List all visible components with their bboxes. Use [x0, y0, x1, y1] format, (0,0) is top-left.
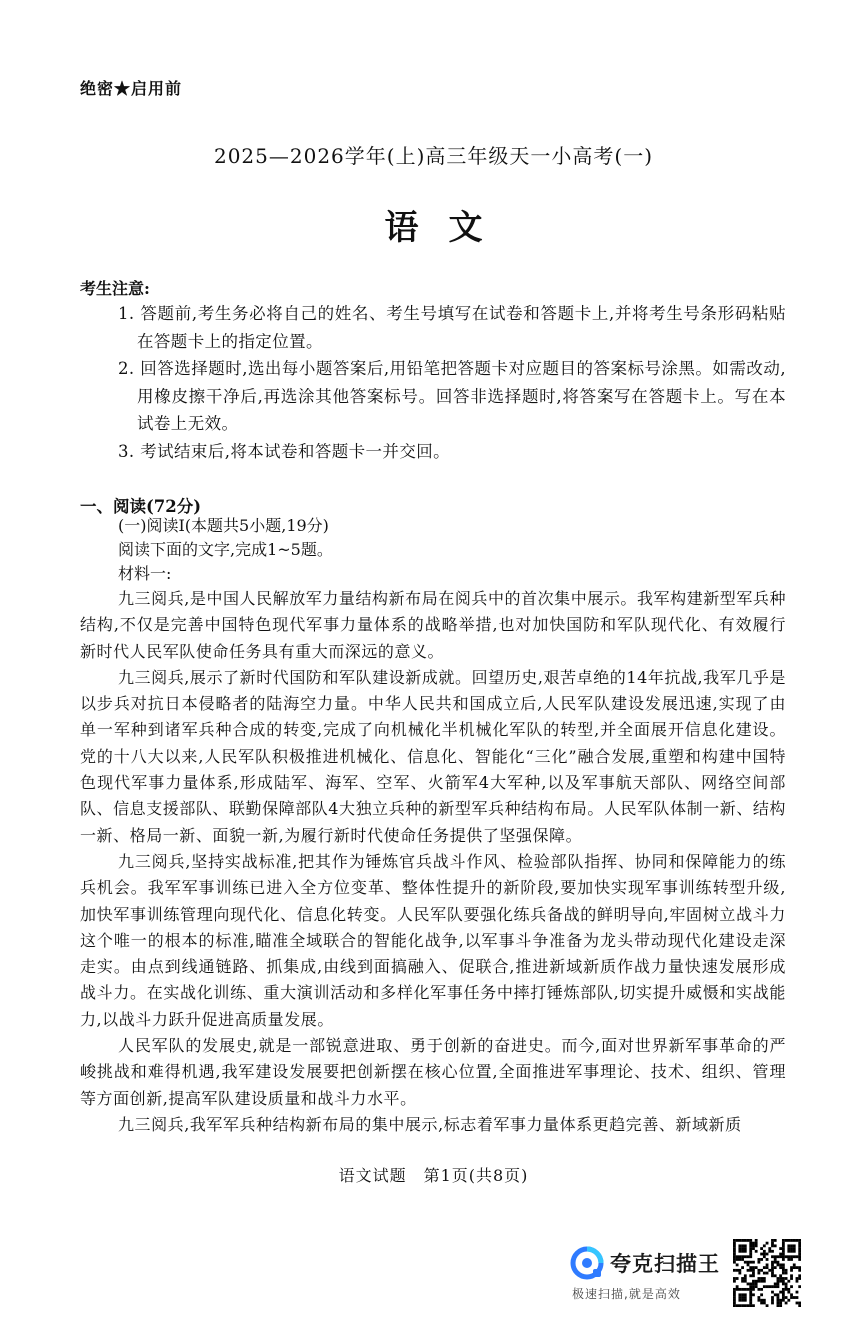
notice-item-2: 2. 回答选择题时,选出每小题答案后,用铅笔把答题卡对应题目的答案标号涂黑。如需改动,用橡皮擦干净后,再选涂其他答案标号。回答非选择题时,将答案写在答题卡上。写在本试卷上无效。 — [118, 359, 786, 433]
notice-item-1: 1. 答题前,考生务必将自己的姓名、考生号填写在试卷和答题卡上,并将考生号条形码粘贴在答题卡上的指定位置。 — [118, 304, 786, 351]
reading-passage — [80, 514, 786, 1138]
page-footer: 语文试题 第1页(共8页) — [338, 1166, 529, 1185]
notice-heading: 考生注意: — [80, 279, 150, 298]
scanner-brand: 夸克扫描王 — [610, 1252, 720, 1276]
paragraph-3: 九三阅兵,坚持实战标准,把其作为锤炼官兵战斗作风、检验部队指挥、协同和保障能力的练兵机会。我军军事训练已进入全方位变革、整体性提升的新阶段,要加快实现军事训练转型升级,加快军事训练管理向现代化、信息化转变。人民军队要强化练兵备战的鲜明导向,牢固树立战斗力这个唯一的根本的标准,瞄准全域联合的智能化战争,以军事斗争准备为龙头带动现代化建设走深走实。由点到线通链路、抓集成,由线到面搞融入、促联合,推进新域新质作战力量快速发展形成战斗力。在实战化训练、重大演训活动和多样化军事任务中摔打锤炼部队,切实提升威慑和实战能力,以战斗力跃升促进高质量发展。 — [80, 851, 786, 1029]
notice-list — [118, 300, 786, 465]
sub-section-title: (一)阅读Ⅰ(本题共5小题,19分) — [118, 516, 329, 535]
paragraph-2: 九三阅兵,展示了新时代国防和军队建设新成就。回望历史,艰苦卓绝的14年抗战,我军几乎是以步兵对抗日本侵略者的陆海空力量。中华人民共和国成立后,人民军队建设发展迅速,实现了由单一军种到诸军兵种合成的转变,完成了向机械化半机械化军队的转型,并全面展开信息化建设。党的十八大以来,人民军队积极推进机械化、信息化、智能化“三化”融合发展,重塑和构建中国特色现代军事力量体系,形成陆军、海军、空军、火箭军4大军种,以及军事航天部队、网络空间部队、信息支援部队、联勤保障部队4大独立兵种的新型军兵种结构布局。人民军队体制一新、结构一新、格局一新、面貌一新,为履行新时代使命任务提供了坚强保障。 — [80, 667, 786, 845]
scanner-slogan: 极速扫描,就是高效 — [572, 1287, 681, 1301]
scanner-logo-icon — [570, 1246, 604, 1280]
paragraph-4: 人民军队的发展史,就是一部锐意进取、勇于创新的奋进史。而今,面对世界新军事革命的严峻挑战和难得机遇,我军建设发展要把创新摆在核心位置,全面推进军事理论、技术、组织、管理等方面创新,提高军队建设质量和战斗力水平。 — [80, 1036, 786, 1108]
notice-item-3: 3. 考试结束后,将本试卷和答题卡一并交回。 — [118, 441, 451, 461]
qr-code-icon — [733, 1239, 801, 1307]
paragraph-1: 九三阅兵,是中国人民解放军力量结构新布局在阅兵中的首次集中展示。我军构建新型军兵种结构,不仅是完善中国特色现代军事力量体系的战略举措,也对加快国防和军队现代化、有效履行新时代人民军队使命任务具有重大而深远的意义。 — [80, 589, 786, 661]
exam-title: 2025—2026学年(上)高三年级天一小高考(一) — [213, 144, 653, 168]
subject-title: 语文 — [384, 208, 513, 248]
instruction: 阅读下面的文字,完成1~5题。 — [118, 540, 333, 559]
paragraph-5: 九三阅兵,我军军兵种结构新布局的集中展示,标志着军事力量体系更趋完善、新域新质 — [118, 1114, 742, 1134]
secret-mark: 绝密★启用前 — [80, 79, 183, 98]
section-title: 一、阅读(72分) — [80, 497, 202, 516]
material-label: 材料一: — [118, 564, 172, 583]
scanner-watermark — [568, 1244, 728, 1304]
